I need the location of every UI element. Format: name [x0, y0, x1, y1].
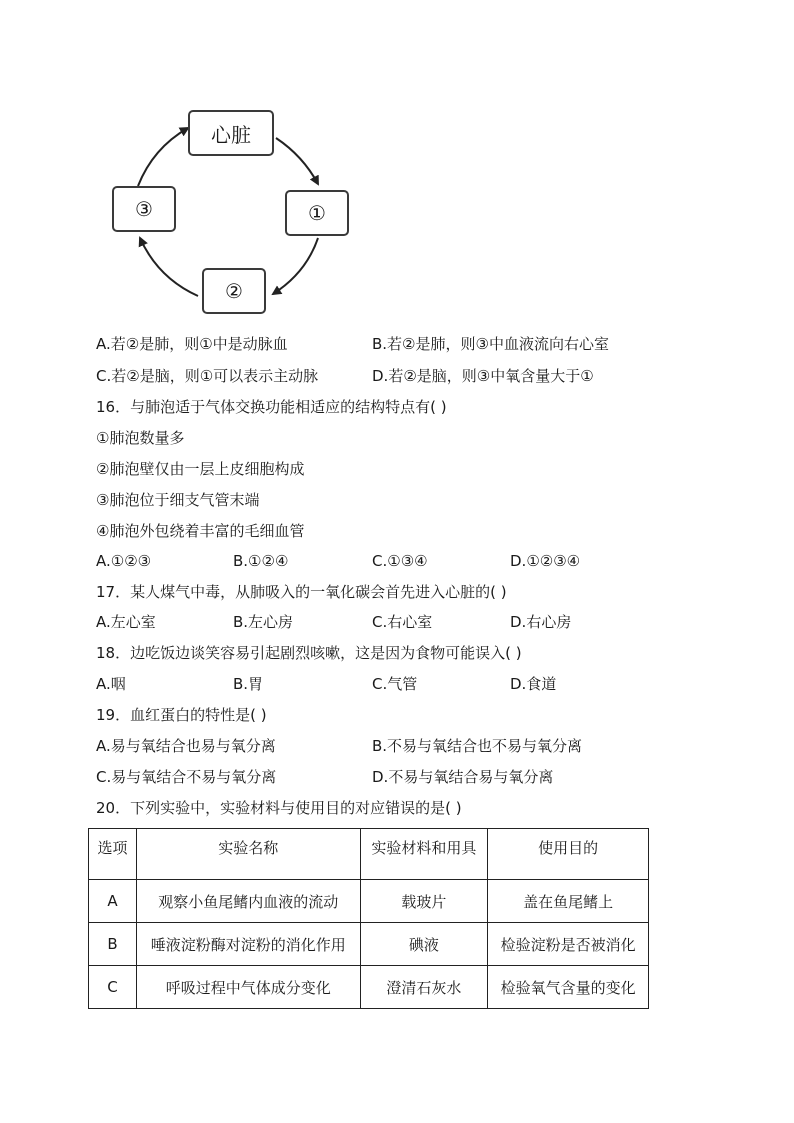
table-row [89, 966, 649, 1009]
q19-option-a: A.易与氧结合也易与氧分离 [96, 737, 276, 755]
arrow-2-to-3 [140, 238, 198, 296]
q18-stem: 18．边吃饭边谈笑容易引起剧烈咳嗽，这是因为食物可能误入( ) [96, 644, 522, 662]
q15-option-d: D.若②是脑，则③中氧含量大于① [372, 367, 594, 385]
arrow-3-to-heart [138, 128, 188, 186]
node-2-box [202, 268, 266, 314]
node-1-box [285, 190, 349, 236]
q17-stem: 17．某人煤气中毒，从肺吸入的一氧化碳会首先进入心脏的( ) [96, 583, 507, 601]
table-cell: 检验氧气含量的变化 [488, 966, 649, 1009]
q16-option-b: B.①②④ [233, 552, 289, 570]
node-3-box [112, 186, 176, 232]
experiment-table [88, 828, 649, 1009]
heart-label: 心脏 [211, 122, 251, 147]
q19-option-b: B.不易与氧结合也不易与氧分离 [372, 737, 583, 755]
q15-option-c: C.若②是脑，则①可以表示主动脉 [96, 367, 319, 385]
node-1-label: ① [308, 201, 326, 225]
q16-item-3: ③肺泡位于细支气管末端 [96, 491, 260, 509]
table-cell: 检验淀粉是否被消化 [488, 923, 649, 966]
q16-option-d: D.①②③④ [510, 552, 581, 570]
arrow-1-to-2 [273, 238, 318, 294]
q18-option-a: A.咽 [96, 675, 126, 693]
q18-option-b: B.胃 [233, 675, 264, 693]
node-2-label: ② [225, 279, 243, 303]
q16-item-1: ①肺泡数量多 [96, 429, 185, 447]
q16-item-2: ②肺泡壁仅由一层上皮细胞构成 [96, 460, 305, 478]
table-header-cell: 使用目的 [488, 829, 649, 880]
table-cell: B [89, 923, 137, 966]
q18-option-c: C.气管 [372, 675, 418, 693]
q19-stem: 19．血红蛋白的特性是( ) [96, 706, 267, 724]
table-cell: 碘液 [360, 923, 488, 966]
q17-option-a: A.左心室 [96, 613, 156, 631]
q16-stem: 16．与肺泡适于气体交换功能相适应的结构特点有( ) [96, 398, 447, 416]
q16-item-4: ④肺泡外包绕着丰富的毛细血管 [96, 522, 305, 540]
q19-option-c: C.易与氧结合不易与氧分离 [96, 768, 277, 786]
heart-box [188, 110, 274, 156]
table-cell: 观察小鱼尾鳍内血液的流动 [136, 880, 360, 923]
node-3-label: ③ [135, 197, 153, 221]
q15-option-a: A.若②是肺，则①中是动脉血 [96, 335, 288, 353]
table-cell: 澄清石灰水 [360, 966, 488, 1009]
q16-option-c: C.①③④ [372, 552, 428, 570]
q15-option-b: B.若②是肺，则③中血液流向右心室 [372, 335, 609, 353]
table-cell: 载玻片 [360, 880, 488, 923]
table-row [89, 923, 649, 966]
q18-option-d: D.食道 [510, 675, 557, 693]
q17-option-c: C.右心室 [372, 613, 433, 631]
table-cell: 唾液淀粉酶对淀粉的消化作用 [136, 923, 360, 966]
q16-option-a: A.①②③ [96, 552, 152, 570]
table-header-cell: 实验名称 [136, 829, 360, 880]
table-header-row [89, 829, 649, 880]
table-header-cell: 实验材料和用具 [360, 829, 488, 880]
q19-option-d: D.不易与氧结合易与氧分离 [372, 768, 554, 786]
q20-stem: 20．下列实验中，实验材料与使用目的对应错误的是( ) [96, 799, 462, 817]
arrow-heart-to-1 [276, 138, 318, 184]
table-header-cell: 选项 [89, 829, 137, 880]
q17-option-d: D.右心房 [510, 613, 572, 631]
table-cell: A [89, 880, 137, 923]
table-cell: C [89, 966, 137, 1009]
circulation-diagram [108, 108, 358, 320]
table-row [89, 880, 649, 923]
q17-option-b: B.左心房 [233, 613, 294, 631]
table-cell: 呼吸过程中气体成分变化 [136, 966, 360, 1009]
table-cell: 盖在鱼尾鳍上 [488, 880, 649, 923]
